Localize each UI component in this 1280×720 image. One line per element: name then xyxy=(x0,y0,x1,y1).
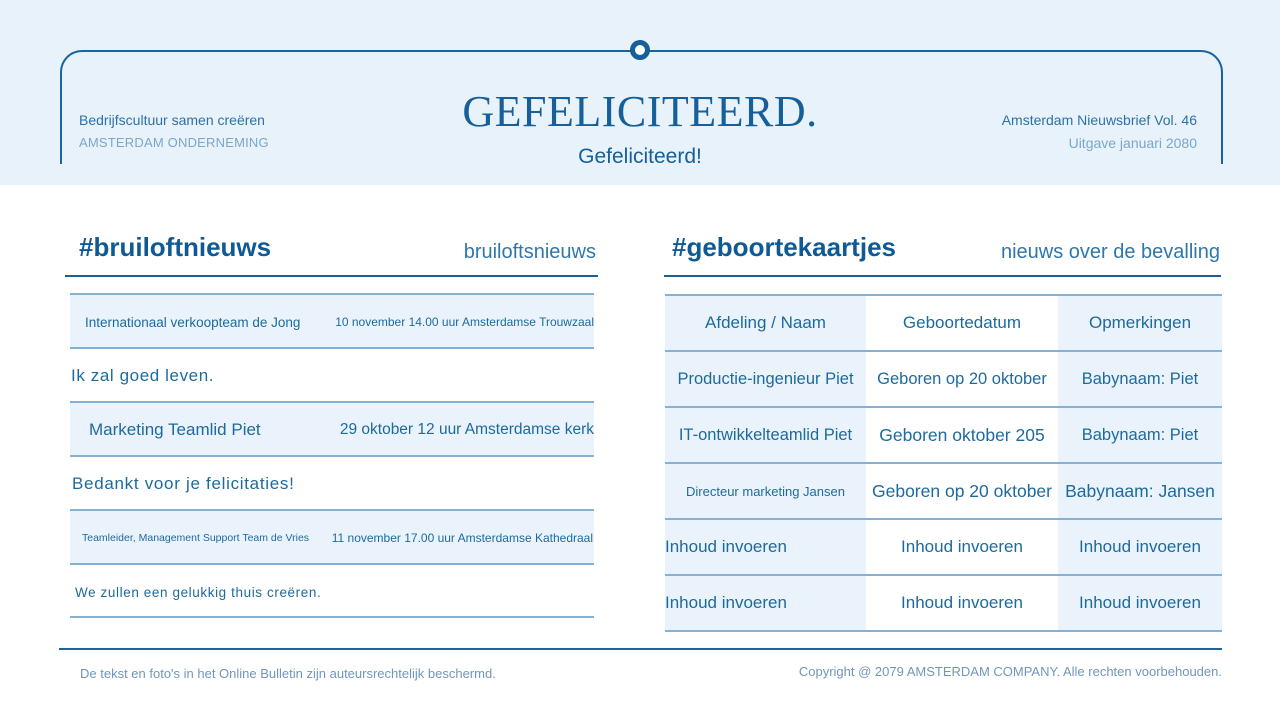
table-cell: Inhoud invoeren xyxy=(866,576,1058,630)
ring-ornament-icon xyxy=(630,40,650,60)
wedding-section-rule xyxy=(65,275,598,277)
page-subtitle: Gefeliciteerd! xyxy=(578,145,702,168)
table-cell: Inhoud invoeren xyxy=(665,520,866,574)
footer-rule xyxy=(59,648,1222,650)
event-details: 11 november 17.00 uur Amsterdamse Kathedraal xyxy=(331,531,593,545)
message-text: Bedankt voor je felicitaties! xyxy=(72,474,295,493)
birth-section-title: #geboortekaartjes xyxy=(672,232,896,262)
wedding-message-row xyxy=(70,565,594,619)
header-left xyxy=(79,111,269,151)
table-row xyxy=(665,352,1222,406)
row-divider xyxy=(665,630,1222,632)
table-cell: Productie-ingenieur Piet xyxy=(665,352,866,406)
message-text: Ik zal goed leven. xyxy=(71,366,215,385)
event-name: Teamleider, Management Support Team de Vries xyxy=(82,532,310,544)
birth-table xyxy=(665,294,1222,632)
wedding-section-subtitle: bruiloftsnieuws xyxy=(463,241,596,263)
column-header: Geboortedatum xyxy=(866,296,1058,350)
table-row xyxy=(665,520,1222,574)
wedding-event-row xyxy=(70,403,594,457)
table-row xyxy=(665,576,1222,630)
table-cell: Geboren oktober 205 xyxy=(866,408,1058,462)
table-cell: Inhoud invoeren xyxy=(1058,576,1222,630)
event-details: 29 oktober 12 uur Amsterdamse kerk xyxy=(339,421,594,438)
table-cell: Inhoud invoeren xyxy=(665,576,866,630)
table-row xyxy=(665,464,1222,518)
table-cell: Inhoud invoeren xyxy=(1058,520,1222,574)
company-tagline: Bedrijfscultuur samen creëren xyxy=(79,112,265,128)
birth-section-subtitle: nieuws over de bevalling xyxy=(1000,241,1220,263)
table-header-row xyxy=(665,296,1222,350)
birth-section-rule xyxy=(664,275,1221,277)
column-header: Opmerkingen xyxy=(1058,296,1222,350)
table-cell: IT-ontwikkelteamlid Piet xyxy=(665,408,866,462)
page-title: GEFELICITEERD. xyxy=(462,87,818,136)
table-cell: Directeur marketing Jansen xyxy=(665,464,866,518)
table-row xyxy=(665,408,1222,462)
wedding-event-row xyxy=(70,511,594,565)
footer-copyright: Copyright @ 2079 AMSTERDAM COMPANY. Alle rechten voorbehouden. xyxy=(798,664,1222,679)
company-name: AMSTERDAM ONDERNEMING xyxy=(79,135,269,150)
message-text: We zullen een gelukkig thuis creëren. xyxy=(75,584,322,600)
table-cell: Babynaam: Piet xyxy=(1058,352,1222,406)
footer-copyright-notice: De tekst en foto's in het Online Bulletin zijn auteursrechtelijk beschermd. xyxy=(80,666,496,681)
event-details: 10 november 14.00 uur Amsterdamse Trouwzaal xyxy=(335,315,594,329)
table-cell: Geboren op 20 oktober xyxy=(866,352,1058,406)
wedding-section-title: #bruiloftnieuws xyxy=(79,232,272,262)
wedding-message-row xyxy=(70,349,594,403)
row-divider xyxy=(70,616,594,618)
header-right xyxy=(1002,111,1197,151)
issue-date: Uitgave januari 2080 xyxy=(1068,135,1197,151)
event-name: Internationaal verkoopteam de Jong xyxy=(85,314,301,330)
table-cell: Geboren op 20 oktober xyxy=(866,464,1058,518)
table-cell: Babynaam: Jansen xyxy=(1058,464,1222,518)
wedding-event-row xyxy=(70,295,594,349)
table-cell: Babynaam: Piet xyxy=(1058,408,1222,462)
wedding-message-row xyxy=(70,457,594,511)
header-center xyxy=(340,86,940,170)
event-name: Marketing Teamlid Piet xyxy=(89,420,261,439)
newsletter-volume: Amsterdam Nieuwsbrief Vol. 46 xyxy=(1001,112,1197,128)
column-header: Afdeling / Naam xyxy=(665,296,866,350)
table-cell: Inhoud invoeren xyxy=(866,520,1058,574)
